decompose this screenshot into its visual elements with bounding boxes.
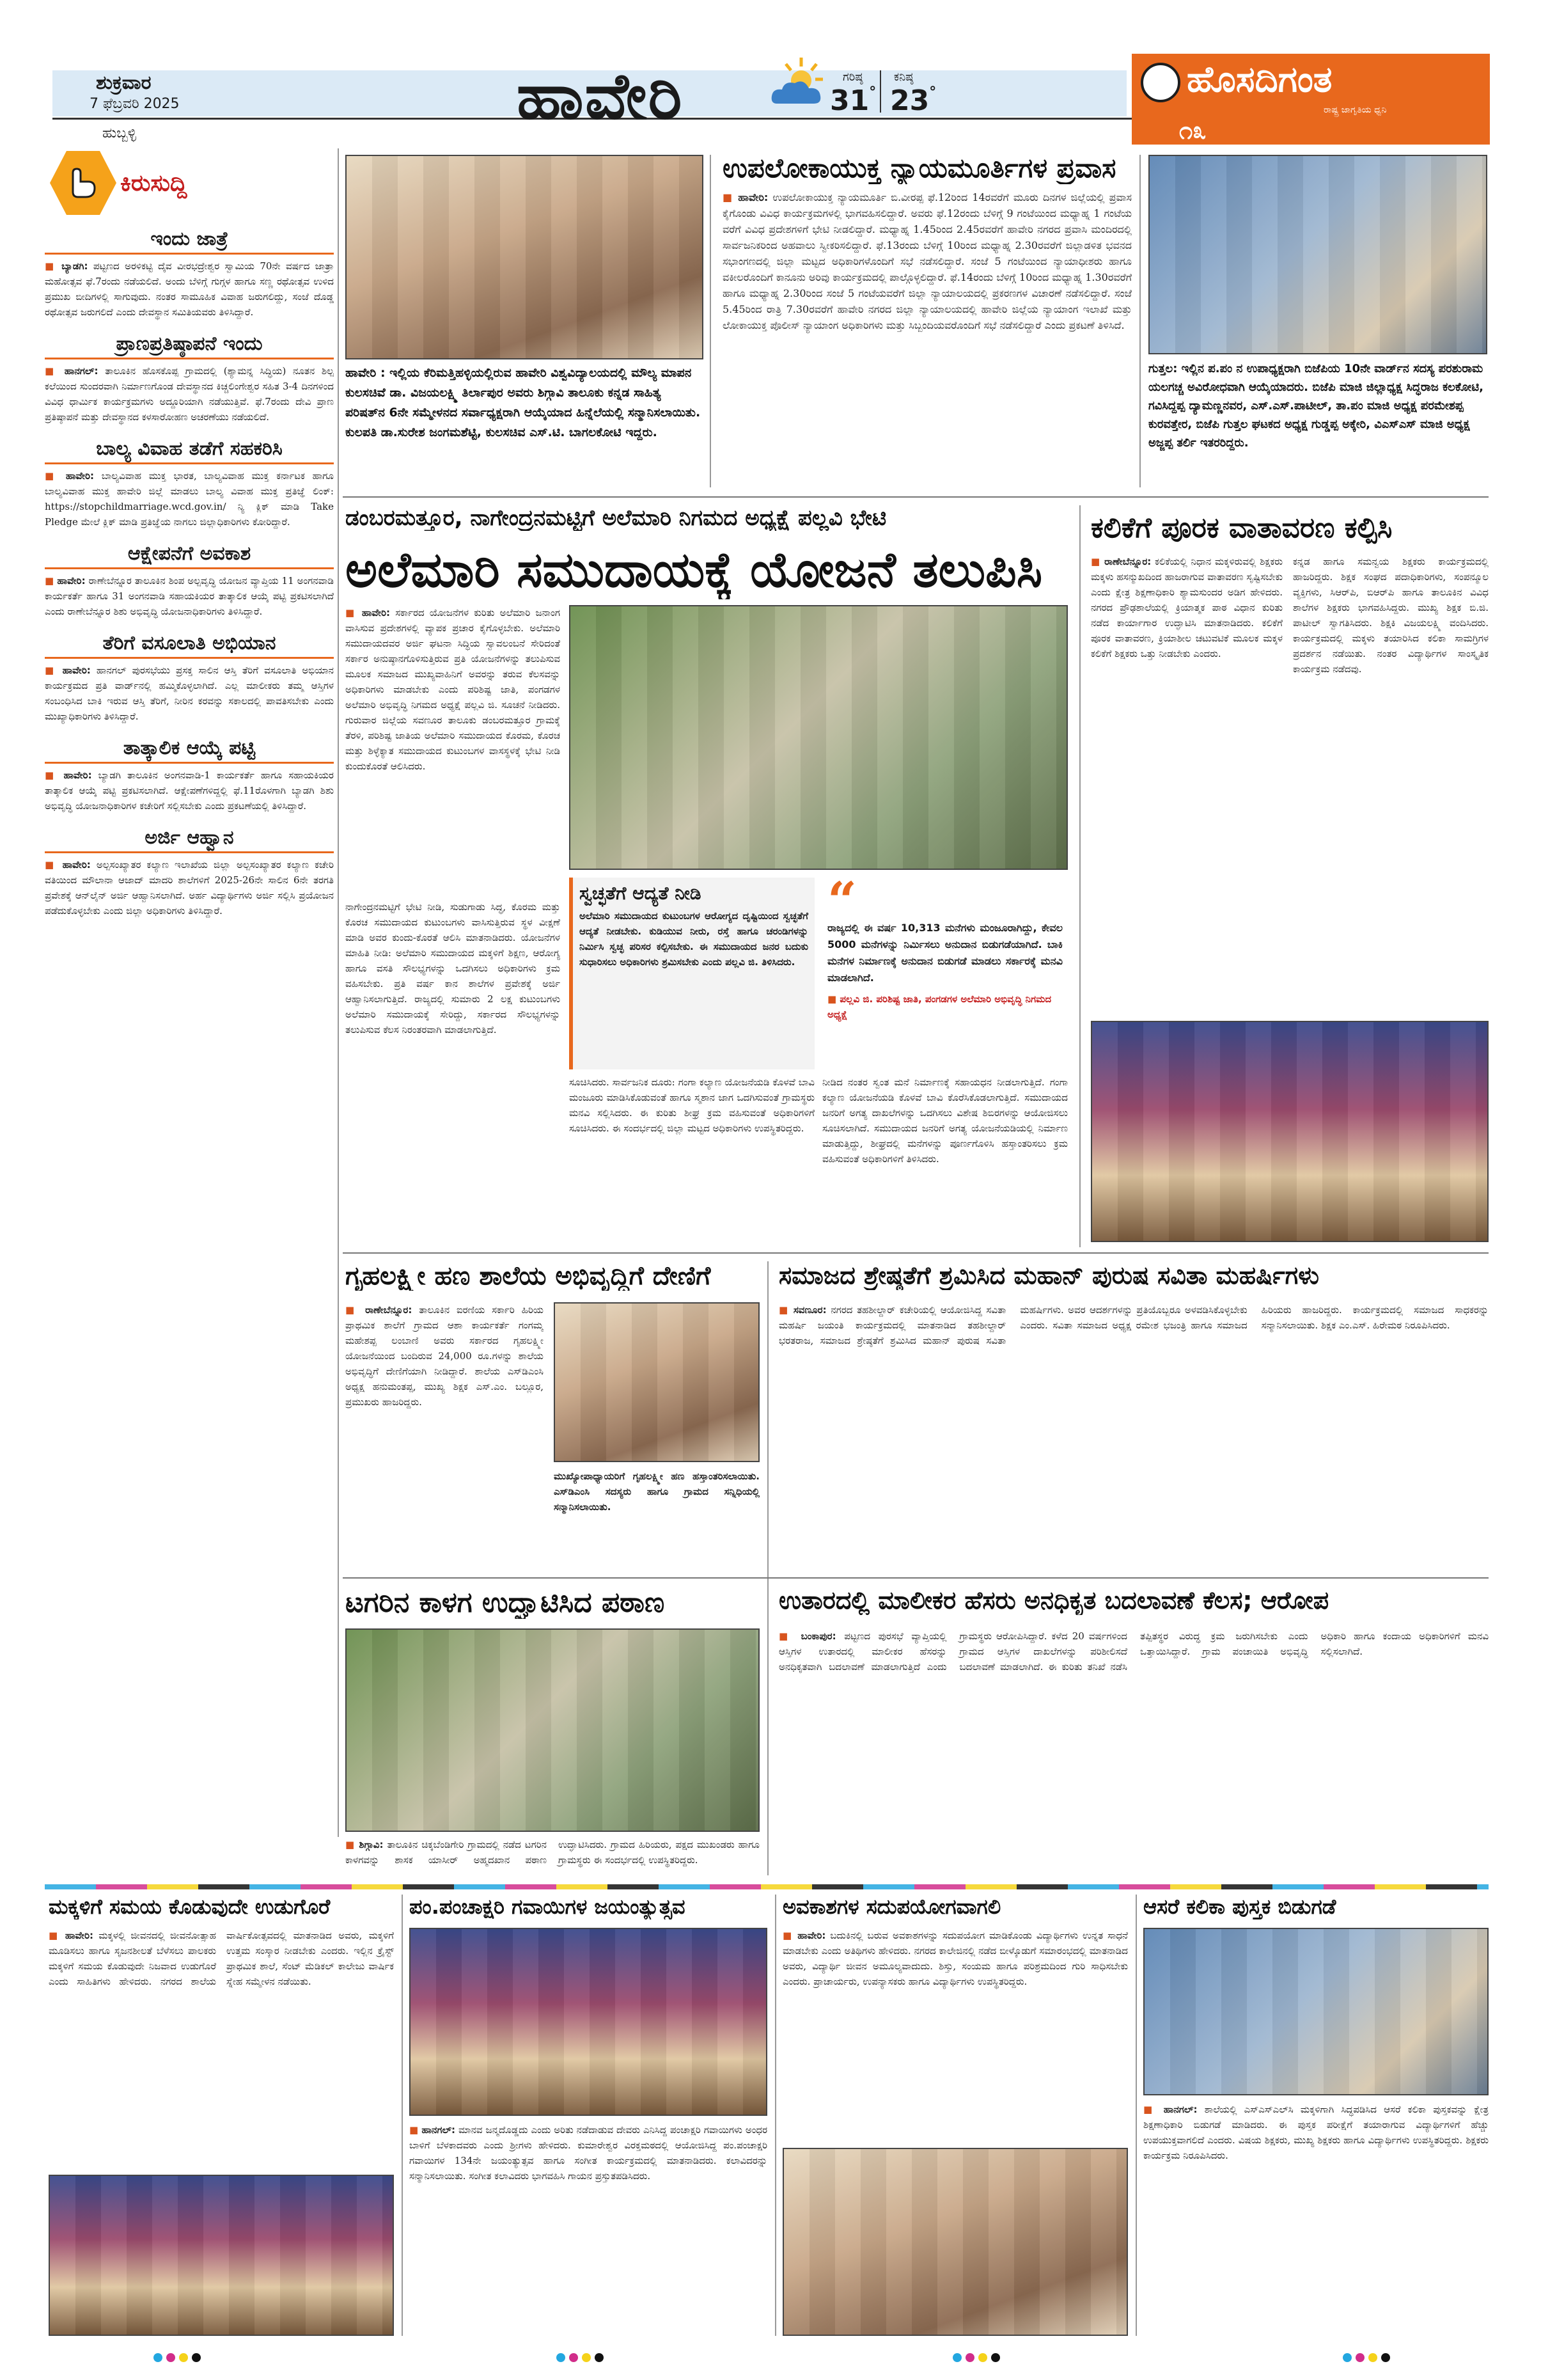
registration-dot [1343, 2353, 1352, 2362]
brief-item [45, 733, 334, 814]
paper-logo-emblem [1141, 63, 1180, 102]
min-temp-value: 23 [890, 84, 930, 117]
bullet-marker: ■ [345, 1304, 366, 1316]
dateline: ರಾಣೇಬೆನ್ನೂರ: [1104, 556, 1152, 567]
bottom-body-1 [49, 1928, 394, 2171]
weather-icon [764, 52, 834, 116]
story-text: ಶಾಲೆಯಲ್ಲಿ ಎಸ್ಎಸ್ಎಲ್‌ಸಿ ಮಕ್ಕಳಿಗಾಗಿ ಸಿದ್ಧಪಡಿಸಿದ ಆಸರೆ ಕಲಿಕಾ ಪುಸ್ತಕವನ್ನು ಕ್ಷೇತ್ರ ಶಿಕ್ಷಣಾಧಿಕಾರಿ ಬಿಡುಗಡೆ ಮಾಡಿದರು. ಈ ಪುಸ್ತಕ ಪರೀಕ್ಷೆಗೆ ತಯಾರಾಗುವ ವಿದ್ಯಾರ್ಥಿಗಳಿಗೆ ಹೆಚ್ಚು ಉಪಯುಕ್ತವಾಗಲಿದೆ ಎಂದರು. ವಿಷಯ ಶಿಕ್ಷಕರು, ಮುಖ್ಯ ಶಿಕ್ಷಕರು ಹಾಗೂ ವಿದ್ಯಾರ್ಥಿಗಳು ಉಪಸ್ಥಿತರಿದ್ದರು. ಶಿಕ್ಷಕರು ಕಾರ್ಯಕ್ರಮ ನಿರೂಪಿಸಿದರು. [1143, 2104, 1489, 2161]
paper-name: ಹೊಸದಿಗಂತ [1187, 59, 1333, 100]
story-text: ಮಾನವ ಜನ್ಮದೊಡ್ಡದು ಎಂದು ಅರಿತು ನಡೆದಾಡುವ ದೇವರು ಎನಿಸಿದ್ದ ಪಂಚಾಕ್ಷರಿ ಗವಾಯಿಗಳು ಅಂಧರ ಬಾಳಿಗೆ ಬೆಳಕಾದವರು ಎಂದು ಶ್ರೀಗಳು ಹೇಳಿದರು. ಕುಮಾರೇಶ್ವರ ವಿರಕ್ತಮಠದಲ್ಲಿ ಆಯೋಜಿಸಿದ್ದ ಪಂ.ಪಂಚಾಕ್ಷರಿ ಗವಾಯಿಗಳ 134ನೇ ಜಯಂತ್ಯುತ್ಸವ ಹಾಗೂ ಸಂಗೀತ ಕಾರ್ಯಕ್ರಮದಲ್ಲಿ ಮಾತನಾಡಿದರು. ಕಲಾವಿದರನ್ನು ಸನ್ಮಾನಿಸಲಾಯಿತು. ಸಂಗೀತ ಕಲಾವಿದರು ಭಾಗವಹಿಸಿ ಗಾಯನ ಪ್ರಸ್ತುತಪಡಿಸಿದರು. [409, 2124, 767, 2182]
column-divider [1079, 505, 1081, 1247]
bullet-marker: ■ [45, 365, 65, 377]
column-divider [402, 1895, 403, 2336]
dateline: ಹಾವೇರಿ: [57, 575, 86, 587]
bottom-top-rule [45, 1884, 1489, 1889]
row-divider [343, 496, 1489, 498]
photo-farewell [783, 2148, 1128, 2336]
brief-item [45, 329, 334, 425]
bullet-marker: ■ [723, 191, 739, 203]
bottom-headline-4: ಆಸರೆ ಕಲಿಕಾ ಪುಸ್ತಕ ಬಿಡುಗಡೆ [1143, 1895, 1336, 1919]
bullet-marker: ■ [45, 769, 64, 781]
brief-text: ಬಾಲ್ಯವಿವಾಹ ಮುಕ್ತ ಭಾರತ, ಬಾಲ್ಯವಿವಾಹ ಮುಕ್ತ ಕರ್ನಾಟಕ ಹಾಗೂ ಬಾಲ್ಯವಿವಾಹ ಮುಕ್ತ ಹಾವೇರಿ ಜಿಲ್ಲೆ ಮಾಡಲು ಬಾಲ್ಯ ವಿವಾಹ ಮುಕ್ತ ಪ್ರತಿಜ್ಞೆ ಲಿಂಕ್: https://stopchildmarriage.wcd.gov.in/ ನ್ಯಿ ಕ್ಲಿಕ್ ಮಾಡಿ Take Pledge ಮೇಲೆ ಕ್ಲಿಕ್ ಮಾಡಿ ಪ್ರತಿಜ್ಞೆಯ ನಾಗಲು ಜಿಲ್ಲಾಧಿಕಾರಿಗಳು ಕೋರಿದ್ದಾರೆ. [45, 470, 334, 528]
story-text: ಮಕ್ಕಳಲ್ಲಿ ಜೀವನದಲ್ಲಿ ಜೀವನೋತ್ಸಾಹ ಮೂಡಿಸಲು ಹಾಗೂ ಸೃಜನಶೀಲತೆ ಬೆಳೆಸಲು ಪಾಲಕರು ಮಕ್ಕಳಿಗೆ ಸಮಯ ಕೊಡುವುದೇ ನಿಜವಾದ ಉಡುಗೊರೆ ಎಂದು ಸಾಹಿತಿಗಳು ಹೇಳಿದರು. ನಗರದ ಶಾಲೆಯ ವಾರ್ಷಿಕೋತ್ಸವದಲ್ಲಿ ಮಾತನಾಡಿದ ಅವರು, ಮಕ್ಕಳಿಗೆ ಉತ್ತಮ ಸಂಸ್ಕಾರ ನೀಡಬೇಕು ಎಂದರು. ಇಲ್ಲಿನ ಕ್ರೈಸ್ಟ್ ಪ್ರಾಥಮಿಕ ಶಾಲೆ, ಸೆಂಟ್ ಮೆಡಿಕಲ್ ಕಾಲೇಜು ವಾರ್ಷಿಕ ಸ್ನೇಹ ಸಮ್ಮೇಳನ ನಡೆಯಿತು. [49, 1930, 394, 1987]
dateline: ಸವಣೂರ: [793, 1304, 827, 1316]
dateline: ಹಾವೇರಿ: [62, 859, 91, 871]
brief-text: ಅಲ್ಪಸಂಖ್ಯಾತರ ಕಲ್ಯಾಣ ಇಲಾಖೆಯ ಜಿಲ್ಲಾ ಅಲ್ಪಸಂಖ್ಯಾತರ ಕಲ್ಯಾಣ ಕಚೇರಿ ವತಿಯಿಂದ ಮೌಲಾನಾ ಆಜಾದ್ ಮಾದರಿ ಶಾಲೆಗಳಿಗೆ 2025-26ನೇ ಸಾಲಿನ 6ನೇ ತರಗತಿ ಪ್ರವೇಶಕ್ಕೆ ಆನ್‌ಲೈನ್ ಅರ್ಜಿ ಆಹ್ವಾನಿಸಲಾಗಿದೆ. ಅರ್ಹ ವಿದ್ಯಾರ್ಥಿಗಳು ಅರ್ಜಿ ಸಲ್ಲಿಸಿ ಪ್ರಯೋಜನ ಪಡೆದುಕೊಳ್ಳಬೇಕು ಎಂದು ಜಿಲ್ಲಾ ಅಧಿಕಾರಿಗಳು ತಿಳಿಸಿದ್ದಾರೆ. [45, 859, 334, 917]
bullet-marker: ■ [779, 1630, 801, 1642]
photo-felicitation [345, 155, 703, 359]
bullet-marker: ■ [345, 607, 362, 619]
bottom-body-3 [783, 1928, 1128, 2143]
brief-title: ಅರ್ಜಿ ಆಹ್ವಾನ [45, 823, 334, 853]
bullet-marker: ■ [409, 2124, 422, 2136]
column-divider [710, 155, 711, 487]
photo-workshop [1091, 1021, 1489, 1242]
brief-title: ಇಂದು ಜಾತ್ರೆ [45, 224, 334, 255]
bottom-headline-2: ಪಂ.ಪಂಚಾಕ್ಷರಿ ಗವಾಯಿಗಳ ಜಯಂತ್ಯುತ್ಸವ [409, 1895, 685, 1919]
dateline: ಬಂಕಾಪುರ: [801, 1630, 836, 1642]
temp-divider [880, 70, 881, 113]
lead-col4: ಸೂಚಿಸಿದರು. ಸಾರ್ವಜನಿಕ ದೂರು: ಗಂಗಾ ಕಲ್ಯಾಣ ಯೋಜನೆಯಡಿ ಕೊಳವೆ ಬಾವಿ ಮಂಜೂರು ಮಾಡಿಸಿಕೊಡುವಂತೆ ಹಾಗೂ ಸ್ಮಶಾನ ಜಾಗ ಒದಗಿಸುವಂತೆ ಗ್ರಾಮಸ್ಥರು ಮನವಿ ಸಲ್ಲಿಸಿದರು. ಈ ಕುರಿತು ಶೀಘ್ರ ಕ್ರಮ ವಹಿಸುವಂತೆ ಅಧಿಕಾರಿಗಳಿಗೆ ಸೂಚಿಸಿದರು. ಈ ಸಂದರ್ಭದಲ್ಲಿ ಜಿಲ್ಲಾ ಮಟ್ಟದ ಅಧಿಕಾರಿಗಳು ಉಪಸ್ಥಿತರಿದ್ದರು. [569, 1076, 815, 1134]
registration-marks [153, 2353, 201, 2362]
bullet-marker: ■ [49, 1930, 65, 1941]
bullet-marker: ■ [45, 859, 63, 871]
brief-item [45, 539, 334, 619]
quote-text: ರಾಜ್ಯದಲ್ಲಿ ಈ ವರ್ಷ 10,313 ಮನೆಗಳು ಮಂಜೂರಾಗಿದ್ದು, ಕೇವಲ 5000 ಮನೆಗಳನ್ನು ನಿರ್ಮಿಸಲು ಅನುದಾನ ಬಿಡುಗಡೆಯಾಗಿದೆ. ಬಾಕಿ ಮನೆಗಳ ನಿರ್ಮಾಣಕ್ಕೆ ಅನುದಾನ ಬಿಡುಗಡೆ ಮಾಡಲು ಸರ್ಕಾರಕ್ಕೆ ಮನವಿ ಮಾಡಲಾಗಿದೆ. [827, 922, 1063, 984]
story-text: ನಗರದ ತಹಶೀಲ್ದಾರ್ ಕಚೇರಿಯಲ್ಲಿ ಆಯೋಜಿಸಿದ್ದ ಸವಿತಾ ಮಹರ್ಷಿ ಜಯಂತಿ ಕಾರ್ಯಕ್ರಮದಲ್ಲಿ ಮಾತನಾಡಿದ ತಹಶೀಲ್ದಾರ್ ಭರತರಾಜ, ಸಮಾಜದ ಶ್ರೇಷ್ಠತೆಗೆ ಶ್ರಮಿಸಿದ ಮಹಾನ್ ಪುರುಷ ಸವಿತಾ ಮಹರ್ಷಿಗಳು. ಅವರ ಆದರ್ಶಗಳನ್ನು ಪ್ರತಿಯೊಬ್ಬರೂ ಅಳವಡಿಸಿಕೊಳ್ಳಬೇಕು ಎಂದರು. ಸವಿತಾ ಸಮಾಜದ ಅಧ್ಯಕ್ಷ ರಮೇಶ ಭಜಂತ್ರಿ ಹಾಗೂ ಸಮಾಜದ ಹಿರಿಯರು ಹಾಜರಿದ್ದರು. ಕಾರ್ಯಕ್ರಮದಲ್ಲಿ ಸಮಾಜದ ಸಾಧಕರನ್ನು ಸನ್ಮಾನಿಸಲಾಯಿತು. ಶಿಕ್ಷಕ ಎಂ.ಎಸ್. ಹಿರೇಮಠ ನಿರೂಪಿಸಿದರು. [779, 1304, 1489, 1346]
hand-icon [66, 165, 100, 201]
story-text: ಉಪಲೋಕಾಯುಕ್ತ ನ್ಯಾಯಮೂರ್ತಿ ಬಿ.ವೀರಪ್ಪ ಫೆ.12ರಿಂದ 14ರವರೆಗೆ ಮೂರು ದಿನಗಳ ಜಿಲ್ಲೆಯಲ್ಲಿ ಪ್ರವಾಸ ಕೈಗೊಂಡು ವಿವಿಧ ಕಾರ್ಯಕ್ರಮಗಳಲ್ಲಿ ಭಾಗವಹಿಸಲಿದ್ದಾರೆ. ಅವರು ಫೆ.12ರಂದು ಬೆಳಿಗ್ಗೆ 9 ಗಂಟೆಯಿಂದ ಮಧ್ಯಾಹ್ನ 1 ಗಂಟೆಯ ವರೆಗೆ ವಿವಿಧ ಪ್ರದೇಶಗಳಿಗೆ ಭೇಟಿ ನೀಡಲಿದ್ದಾರೆ. ಮಧ್ಯಾಹ್ನ 1.45ರಿಂದ 2.45ರವರೆಗೆ ಹಾವೇರಿ ನಗರದ ಪ್ರವಾಸಿ ಮಂದಿರದಲ್ಲಿ ಸಾರ್ವಜನಿಕರಿಂದ ಅಹವಾಲು ಸ್ವೀಕರಿಸಲಿದ್ದಾರೆ. ಫೆ.13ರಂದು ಬೆಳಿಗ್ಗೆ 10ರಿಂದ ಮಧ್ಯಾಹ್ನ 2.30ರವರೆಗೆ ಜಿಲ್ಲಾಡಳಿತ ಭವನದ ಸಭಾಂಗಣದಲ್ಲಿ ಜಿಲ್ಲಾ ಮಟ್ಟದ ಅಧಿಕಾರಿಗಳೊಂದಿಗೆ ಸಭೆ ನಡೆಸಲಿದ್ದಾರೆ. ಸಂಜೆ 5 ಗಂಟೆಯಿಂದ ನ್ಯಾಯಾಧೀಶರು ಹಾಗೂ ವಕೀಲರೊಂದಿಗೆ ಕಾನೂನು ಅರಿವು ಕಾರ್ಯಕ್ರಮದಲ್ಲಿ ಪಾಲ್ಗೊಳ್ಳಲಿದ್ದಾರೆ. ಫೆ.14ರಂದು ಬೆಳಿಗ್ಗೆ 10ರಿಂದ ಮಧ್ಯಾಹ್ನ 1.30ರವರೆಗೆ ಹಾಗೂ ಮಧ್ಯಾಹ್ನ 2.30ರಿಂದ ಸಂಜೆ 5 ಗಂಟೆಯವರೆಗೆ ಜಿಲ್ಲಾ ನ್ಯಾಯಾಲಯದಲ್ಲಿ ಪ್ರಕರಣಗಳ ವಿಚಾರಣೆ ನಡೆಸಲಿದ್ದಾರೆ. ಸಂಜೆ 5.45ರಿಂದ ರಾತ್ರಿ 7.30ರವರೆಗೆ ಹಾವೇರಿ ನಗರದ ಜಿಲ್ಲಾ ನ್ಯಾಯಾಲಯದಲ್ಲಿ ಹಾವೇರಿ ಜಿಲ್ಲೆಯ ನ್ಯಾಯಾಂಗ ಇಲಾಖೆ ಮತ್ತು ಲೋಕಾಯುಕ್ತ ಪೊಲೀಸ್ ನ್ಯಾಯಾಂಗ ಅಧಿಕಾರಿಗಳು ಮತ್ತು ಸಿಬ್ಬಂದಿಯವರೊಂದಿಗೆ ಸಭೆ ನಡೆಸಲಿದ್ದಾರೆ ಎಂದು ಪ್ರಕಟಣೆ ತಿಳಿಸಿದೆ. [723, 191, 1132, 331]
page-number: ೧೩ [1179, 116, 1207, 145]
min-temp-label: ಕನಿಷ್ಠ [894, 70, 914, 84]
registration-dot [595, 2353, 604, 2362]
story-text: ತಾಲೂಕಿನ ಚಿಕ್ಕಬೆಂಡಿಗೇರಿ ಗ್ರಾಮದಲ್ಲಿ ನಡೆದ ಟಗರಿನ ಕಾಳಗವನ್ನು ಶಾಸಕ ಯಾಸೀರ್ ಅಹ್ಮದಖಾನ ಪಠಾಣ ಉದ್ಘಾಟಿಸಿದರು. ಗ್ರಾಮದ ಹಿರಿಯರು, ಪಕ್ಷದ ಮುಖಂಡರು ಹಾಗೂ ಗ್ರಾಮಸ್ಥರು ಈ ಸಂದರ್ಭದಲ್ಲಿ ಉಪಸ್ಥಿತರಿದ್ದರು. [345, 1839, 760, 1866]
story-text: ಬದುಕಿನಲ್ಲಿ ಬರುವ ಅವಕಾಶಗಳನ್ನು ಸದುಪಯೋಗ ಮಾಡಿಕೊಂಡು ವಿದ್ಯಾರ್ಥಿಗಳು ಉನ್ನತ ಸಾಧನೆ ಮಾಡಬೇಕು ಎಂದು ಅತಿಥಿಗಳು ಹೇಳಿದರು. ನಗರದ ಕಾಲೇಜಿನಲ್ಲಿ ನಡೆದ ಬೀಳ್ಕೊಡುಗೆ ಸಮಾರಂಭದಲ್ಲಿ ಮಾತನಾಡಿದ ಅವರು, ವಿದ್ಯಾರ್ಥಿ ಜೀವನ ಅಮೂಲ್ಯವಾದುದು. ಶಿಸ್ತು, ಸಂಯಮ ಹಾಗೂ ಪರಿಶ್ರಮದಿಂದ ಗುರಿ ಸಾಧಿಸಬೇಕು ಎಂದರು. ಪ್ರಾಚಾರ್ಯರು, ಉಪನ್ಯಾಸಕರು ಹಾಗೂ ವಿದ್ಯಾರ್ಥಿಗಳು ಉಪಸ್ಥಿತರಿದ್ದರು. [783, 1930, 1128, 1987]
brief-body [45, 573, 334, 619]
caption-felicitation: ಹಾವೇರಿ : ಇಲ್ಲಿಯ ಕೆರಿಮತ್ತಿಹಳ್ಳಿಯಲ್ಲಿರುವ ಹಾವೇರಿ ವಿಶ್ವವಿದ್ಯಾಲಯದಲ್ಲಿ ಮೌಲ್ಯ ಮಾಪನ ಕುಲಸಚಿವೆ ಡಾ. ವಿಜಯಲಕ್ಷ್ಮಿ ತಿರ್ಲಾಪುರ ಅವರು ಶಿಗ್ಗಾವಿ ತಾಲೂಕು ಕನ್ನಡ ಸಾಹಿತ್ಯ ಪರಿಷತ್‌ನ 6ನೇ ಸಮ್ಮೇಳನದ ಸರ್ವಾಧ್ಯಕ್ಷರಾಗಿ ಆಯ್ಕೆಯಾದ ಹಿನ್ನೆಲೆಯಲ್ಲಿ ಸನ್ಮಾನಿಸಲಾಯಿತು. ಕುಲಪತಿ ಡಾ.ಸುರೇಶ ಜಂಗಮಶೆಟ್ಟಿ, ಕುಲಸಚಿವ ಎಸ್.ಟಿ. ಬಾಗಲಕೋಟಿ ಇದ್ದರು. [345, 366, 701, 439]
registration-dot [953, 2353, 962, 2362]
learning-headline: ಕಲಿಕೆಗೆ ಪೂರಕ ವಾತಾವರಣ ಕಲ್ಪಿಸಿ [1091, 512, 1393, 544]
brief-item [45, 224, 334, 320]
photo-guttal-election [1148, 155, 1487, 354]
lokayukta-body [723, 189, 1132, 490]
utara-headline: ಉತಾರದಲ್ಲಿ ಮಾಲೀಕರ ಹೆಸರು ಅನಧಿಕೃತ ಬದಲಾವಣೆ ಕೆಲಸ; ಆರೋಪ [779, 1586, 1329, 1614]
learning-col1 [1091, 554, 1283, 1014]
registration-dot [582, 2353, 591, 2362]
brief-text: ಪಟ್ಟಣದ ಅರಳಿಕಟ್ಟಿ ದೈವ ವೀರಭದ್ರೇಶ್ವರ ಸ್ವಾಮಿಯ 70ನೇ ವರ್ಷದ ಜಾತ್ರಾ ಮಹೋತ್ಸವ ಫೆ.7ರಂದು ನಡೆಯಲಿದೆ. ಅಂದು ಬೆಳಿಗ್ಗೆ ಗುಗ್ಗಳ ಹಾಗೂ ಸಣ್ಣ ರಥೋತ್ಸವ ಉಳಿದ ಪ್ರಮುಖ ಬೀದಿಗಳಲ್ಲಿ ಸಾಗುವುದು. ನಂತರ ಸಾಮೂಹಿಕ ವಿವಾಹ ಜರುಗಲಿದ್ದು, ಸಂಜೆ ದೊಡ್ಡ ರಥೋತ್ಸವ ಜರುಗಲಿದೆ ಎಂದು ದೇವಸ್ಥಾನ ಸಮಿತಿಯವರು ತಿಳಿಸಿದ್ದಾರೆ. [45, 260, 334, 318]
dateline: ಶಿಗ್ಗಾವಿ: [359, 1839, 384, 1850]
savitha-headline: ಸಮಾಜದ ಶ್ರೇಷ್ಠತೆಗೆ ಶ್ರಮಿಸಿದ ಮಹಾನ್ ಪುರುಷ ಸವಿತಾ ಮಹರ್ಷಿಗಳು [779, 1261, 1319, 1289]
registration-dot [179, 2353, 188, 2362]
bullet-marker: ■ [45, 575, 58, 587]
bottom-body-2 [409, 2122, 767, 2336]
lead-col3: ನೀಡಿದ ನಂತರ ಸ್ವಂತ ಮನೆ ನಿರ್ಮಾಣಕ್ಕೆ ಸಹಾಯಧನ ನೀಡಲಾಗುತ್ತಿದೆ. ಗಂಗಾ ಕಲ್ಯಾಣ ಯೋಜನೆಯಡಿ ಕೊಳವೆ ಬಾವಿ ಕೊರೆಸಿಕೊಡಲಾಗುತ್ತಿದೆ. ಸಮುದಾಯದ ಜನರಿಗೆ ಅಗತ್ಯ ದಾಖಲೆಗಳನ್ನು ಒದಗಿಸಲು ವಿಶೇಷ ಶಿಬಿರಗಳನ್ನು ಆಯೋಜಿಸಲು ಸೂಚಿಸಲಾಗಿದೆ. ಸಮುದಾಯದ ಜನರಿಗೆ ಅಗತ್ಯ ಯೋಜನೆಯಡಿಯಲ್ಲಿ ನಿರ್ಮಾಣ ಮಾಡುತ್ತಿದ್ದು, ಶೀಘ್ರದಲ್ಲಿ ಮನೆಗಳನ್ನು ಪೂರ್ಣಗೊಳಿಸಿ ಹಸ್ತಾಂತರಿಸಲು ಕ್ರಮ ವಹಿಸುವಂತೆ ಅಧಿಕಾರಿಗಳಿಗೆ ತಿಳಿಸಿದರು. [822, 1076, 1068, 1165]
bullet-marker: ■ [45, 665, 63, 676]
paper-logo-box [1132, 54, 1490, 145]
cleanliness-box-title: ಸ್ವಚ್ಛತೆಗೆ ಆದ್ಯತೆ ನೀಡಿ [579, 883, 701, 904]
bottom-body-4 [1143, 2102, 1489, 2336]
dateline: ಹಾನಗಲ್: [421, 2124, 456, 2136]
registration-dot [166, 2353, 175, 2362]
brief-item [45, 628, 334, 724]
bullet-marker: ■ [1091, 556, 1105, 567]
city-title: ಹಾವೇರಿ [517, 59, 684, 134]
brief-text: ರಾಣೇಬೆನ್ನೂರ ತಾಲೂಕಿನ ಶಿಂಪ ಅಲ್ಪವೃದ್ಧಿ ಯೋಜನ ವ್ಯಾಪ್ತಿಯ 11 ಅಂಗನವಾಡಿ ಕಾರ್ಯಕರ್ತೆ ಹಾಗೂ 31 ಅಂಗನವಾಡಿ ಸಹಾಯಕಿಯರ ತಾತ್ಕಾಲಿಕ ಆಯ್ಕೆ ಪಟ್ಟಿ ಪ್ರಕಟಿಸಲಾಗಿದೆ ಎಂದು ರಾಣೇಬೆನ್ನೂರ ಶಿಶು ಅಭಿವೃದ್ಧಿ ಯೋಜನಾಧಿಕಾರಿಗಳು ತಿಳಿಸಿದ್ದಾರೆ. [45, 575, 334, 617]
registration-dot [556, 2353, 565, 2362]
column-divider [775, 1895, 776, 2336]
cleanliness-box [569, 878, 815, 1069]
bottom-headline-1: ಮಕ್ಕಳಿಗೆ ಸಮಯ ಕೊಡುವುದೇ ಉಡುಗೊರೆ [49, 1895, 331, 1919]
bullet-marker: ■ [783, 1930, 798, 1941]
registration-marks [556, 2353, 604, 2362]
dateline: ಹಾವೇರಿ: [65, 1930, 94, 1941]
brief-text: ಬ್ಯಾಡಗಿ ತಾಲೂಕಿನ ಅಂಗನವಾಡಿ-1 ಕಾರ್ಯಕರ್ತೆ ಹಾಗೂ ಸಹಾಯಕಿಯರ ತಾತ್ಕಾಲಿಕ ಆಯ್ಕೆ ಪಟ್ಟಿ ಪ್ರಕಟಿಸಲಾಗಿದೆ. ಆಕ್ಷೇಪಣೆಗಳಿದ್ದಲ್ಲಿ ಫೆ.11ರೊಳಗಾಗಿ ಬ್ಯಾಡಗಿ ಶಿಶು ಅಭಿವೃದ್ಧಿ ಯೋಜನಾಧಿಕಾರಿಗಳ ಕಚೇರಿಗೆ ಸಲ್ಲಿಸಬೇಕು ಎಂದು ಪ್ರಕಟಣೆಯಲ್ಲಿ ತಿಳಿಸಿದ್ದಾರೆ. [45, 769, 334, 812]
brief-body [45, 857, 334, 918]
dateline: ಬ್ಯಾಡಗಿ: [61, 260, 88, 272]
brief-item [45, 823, 334, 918]
column-divider [338, 148, 339, 1837]
registration-dot [991, 2353, 1000, 2362]
story-text: ಪಟ್ಟಣದ ಪುರಸಭೆ ವ್ಯಾಪ್ತಿಯಲ್ಲಿ ಆಸ್ತಿಗಳ ಉತಾರದಲ್ಲಿ ಮಾಲೀಕರ ಹೆಸರನ್ನು ಅನಧಿಕೃತವಾಗಿ ಬದಲಾವಣೆ ಮಾಡಲಾಗುತ್ತಿದೆ ಎಂದು ಗ್ರಾಮಸ್ಥರು ಆರೋಪಿಸಿದ್ದಾರೆ. ಕಳೆದ 20 ವರ್ಷಗಳಿಂದ ಗ್ರಾಮದ ಆಸ್ತಿಗಳ ದಾಖಲೆಗಳನ್ನು ಪರಿಶೀಲಿಸದೆ ಬದಲಾವಣೆ ಮಾಡಲಾಗಿದೆ. ಈ ಕುರಿತು ತನಿಖೆ ನಡೆಸಿ ತಪ್ಪಿತಸ್ಥರ ವಿರುದ್ಧ ಕ್ರಮ ಜರುಗಿಸಬೇಕು ಎಂದು ಒತ್ತಾಯಿಸಿದ್ದಾರೆ. ಗ್ರಾಮ ಪಂಚಾಯಿತಿ ಅಭಿವೃದ್ಧಿ ಅಧಿಕಾರಿ ಹಾಗೂ ಕಂದಾಯ ಅಧಿಕಾರಿಗಳಿಗೆ ಮನವಿ ಸಲ್ಲಿಸಲಾಗಿದೆ. [779, 1630, 1489, 1673]
utara-body [779, 1628, 1489, 1878]
photo-gavayi-jayanti [409, 1928, 767, 2116]
quote-box [822, 871, 1068, 1069]
story-text: ಸರ್ಕಾರದ ಯೋಜನೆಗಳ ಕುರಿತು ಅಲೆಮಾರಿ ಜನಾಂಗ ವಾಸಿಸುವ ಪ್ರದೇಶಗಳಲ್ಲಿ ವ್ಯಾಪಕ ಪ್ರಚಾರ ಕೈಗೊಳ್ಳಬೇಕು. ಅಲೆಮಾರಿ ಸಮುದಾಯದವರ ಅರ್ಜಿ ಘಟನಾ ಸಿದ್ಧಿಯ ಸ್ವಾವಲಂಬನೆ ಸೇರಿದಂತೆ ಸರ್ಕಾರ ಅನುಷ್ಠಾನಗೊಳಿಸುತ್ತಿರುವ ಪ್ರತಿ ಯೋಜನೆಗಳನ್ನು ತಲುಪಿಸುವ ಮೂಲಕ ಸಮಾಜದ ಮುಖ್ಯವಾಹಿನಿಗೆ ಅವರನ್ನು ತರುವ ಕೆಲಸವನ್ನು ಅಧಿಕಾರಿಗಳು ಮಾಡಬೇಕು ಎಂದು ಪರಿಶಿಷ್ಟ ಜಾತಿ, ಪಂಗಡಗಳ ಅಲೆಮಾರಿ ಅಭಿವೃದ್ಧಿ ನಿಗಮದ ಅಧ್ಯಕ್ಷೆ ಪಲ್ಲವಿ ಜಿ. ಸೂಚನೆ ನೀಡಿದರು. ಗುರುವಾರ ಜಿಲ್ಲೆಯ ಸವಣೂರ ತಾಲೂಕು ಡಂಬರಮತ್ತೂರ ಗ್ರಾಮಕ್ಕೆ ತೆರಳಿ, ಪರಿಶಿಷ್ಟ ಜಾತಿಯ ಅಲೆಮಾರಿ ಸಮುದಾಯದ ಕೊರಮ, ಕೊರಚ ಮತ್ತು ಶಿಳ್ಳೆಕ್ಯಾತ ಸಮುದಾಯದ ಕುಟುಂಬಗಳ ವಾಸಸ್ಥಳಕ್ಕೆ ಭೇಟಿ ನೀಡಿ ಕುಂದುಕೊರತೆ ಆಲಿಸಿದರು. [345, 607, 560, 772]
brief-body [45, 663, 334, 724]
briefs-list [45, 224, 334, 1848]
max-temp-label: ಗರಿಷ್ಠ [843, 70, 863, 84]
brief-title: ತಾತ್ಕಾಲಿಕ ಆಯ್ಕೆ ಪಟ್ಟಿ [45, 733, 334, 764]
tagar-body [345, 1837, 760, 1875]
bottom-headline-3: ಅವಕಾಶಗಳ ಸದುಪಯೋಗವಾಗಲಿ [783, 1895, 1001, 1919]
savitha-body [779, 1302, 1489, 1571]
photo-book-release [1143, 1928, 1489, 2095]
dateline: ಹಾವೇರಿ: [738, 191, 769, 203]
max-temp [830, 84, 876, 117]
bullet-marker: ■ [45, 470, 66, 482]
bullet-marker: ■ [827, 993, 840, 1005]
brief-text: ತಾಲೂಕಿನ ಹೊಸಕೊಪ್ಪ ಗ್ರಾಮದಲ್ಲಿ (ಶ್ಯಾಮನ್ನ ಸಿದ್ಧಿಯ) ನೂತನ ಶಿಲ್ಪ ಕಲೆಯಿಂದ ಸುಂದರವಾಗಿ ನಿರ್ಮಾಣಗೊಂಡ ದೇವಸ್ಥಾನದ ಕಿಚ್ಚಲಿಂಗೇಶ್ವರ ಸಹಿತ 3-4 ದಿನಗಳಿಂದ ವಿವಿಧ ಧಾರ್ಮಿಕ ಕಾರ್ಯಕ್ರಮಗಳು ಅದ್ದೂರಿಯಾಗಿ ನಡೆಯುತ್ತಿವೆ. ಫೆ.7ರಂದು ದೇವಿ ಪ್ರಾಣ ಪ್ರತಿಷ್ಠಾಪನೆ ಮತ್ತು ದೇವಸ್ಥಾನದ ಕಳಸಾರೋಹಣ ಅಚರಣೆಯು ನಡೆಯಲಿದೆ. [45, 365, 334, 423]
row-divider [343, 1252, 1489, 1254]
brief-title: ಬಾಲ್ಯ ವಿವಾಹ ತಡೆಗೆ ಸಹಕರಿಸಿ [45, 434, 334, 464]
photo-ribbon-cutting [345, 1628, 760, 1832]
dateline: ಹಾನಗಲ್: [1163, 2104, 1198, 2115]
grihalakshmi-headline: ಗೃಹಲಕ್ಷ್ಮೀ ಹಣ ಶಾಲೆಯ ಅಭಿವೃದ್ಧಿಗೆ ದೇಣಿಗೆ [345, 1261, 711, 1291]
registration-marks [953, 2353, 1000, 2362]
photo-alemari-visit [569, 605, 1068, 870]
dateline: ಹಾವೇರಿ: [62, 665, 91, 676]
registration-dot [153, 2353, 162, 2362]
registration-dot [569, 2353, 578, 2362]
grihalakshmi-body [345, 1302, 544, 1571]
grihalakshmi-caption: ಮುಖ್ಯೋಪಾಧ್ಯಾಯರಿಗೆ ಗೃಹಲಕ್ಷ್ಮೀ ಹಣ ಹಸ್ತಾಂತರಿಸಲಾಯಿತು. ಎಸ್‌ಡಿಎಂಸಿ ಸದಸ್ಯರು ಹಾಗೂ ಗ್ರಾಮದ ಸನ್ನಿಧಿಯಲ್ಲಿ ಸನ್ಮಾನಿಸಲಾಯಿತು. [554, 1470, 760, 1513]
quote-mark-icon: “ [827, 871, 857, 931]
quote-author [827, 991, 1063, 1022]
paper-tagline: ರಾಷ್ಟ್ರ ಜಾಗೃತಿಯ ಧ್ವನಿ [1324, 105, 1387, 115]
photo-annual-day [49, 2175, 394, 2336]
brief-title: ತೆರಿಗೆ ವಸೂಲಾತಿ ಅಭಿಯಾನ [45, 628, 334, 659]
caption-guttal-election: ಗುತ್ತಲ: ಇಲ್ಲಿನ ಪ.ಪಂ ನ ಉಪಾಧ್ಯಕ್ಷರಾಗಿ ಬಿಜೆಪಿಯ 10ನೇ ವಾರ್ಡ್‌ನ ಸದಸ್ಯ ಪರಶುರಾಮ ಯಲಗಚ್ಚ ಅವಿರೋಧವಾಗಿ ಆಯ್ಕೆಯಾದರು. ಬಿಜೆಪಿ ಮಾಜಿ ಜಿಲ್ಲಾಧ್ಯಕ್ಷ ಸಿದ್ಧರಾಜ ಕಲಕೋಟಿ, ಗವಿಸಿದ್ದಪ್ಪ ದ್ಯಾಮಣ್ಣನವರ, ಎಸ್.ಎಸ್.ಪಾಟೀಲ್, ತಾ.ಪಂ ಮಾಜಿ ಅಧ್ಯಕ್ಷ ಪರಮೇಶಪ್ಪ ಕುರವತ್ತೇರ, ಬಿಜೆಪಿ ಗುತ್ತಲ ಘಟಕದ ಅಧ್ಯಕ್ಷ ಗುಡ್ಡಪ್ಪ ಅಕ್ಕೇರಿ, ವಿಎಸ್ಎಸ್ ಮಾಜಿ ಅಧ್ಯಕ್ಷ ಅಜ್ಜಪ್ಪ ತರ್ಲಿ ಇತರರಿದ್ದರು. [1148, 362, 1483, 450]
dateline: ಹಾವೇರಿ: [63, 769, 92, 781]
brief-title: ಪ್ರಾಣಪ್ರತಿಷ್ಠಾಪನೆ ಇಂದು [45, 329, 334, 359]
brief-body [45, 363, 334, 425]
lead-headline: ಅಲೆಮಾರಿ ಸಮುದಾಯಕ್ಕೆ ಯೋಜನೆ ತಲುಪಿಸಿ [345, 541, 1043, 598]
story-text: ಕಲಿಕೆಯಲ್ಲಿ ನಿಧಾನ ಮಕ್ಕಳಿರುವಲ್ಲಿ ಶಿಕ್ಷಕರು ಮಕ್ಕಳು ಹಸನ್ಮುಖದಿಂದ ಹಾಜರಾಗುವ ವಾತಾವರಣ ಸೃಷ್ಟಿಸಬೇಕು ಎಂದು ಕ್ಷೇತ್ರ ಶಿಕ್ಷಣಾಧಿಕಾರಿ ಶ್ಯಾಮಸುಂದರ ಅಡಿಗ ಹೇಳಿದರು. ನಗರದ ಪ್ರೌಢಶಾಲೆಯಲ್ಲಿ ಕ್ರಿಯಾತ್ಮಕ ಪಾಠ ವಿಧಾನ ಕುರಿತು ನಡೆದ ಕಾರ್ಯಾಗಾರ ಉದ್ಘಾಟಿಸಿ ಮಾತನಾಡಿದರು. ಕಲಿಕೆಗೆ ಪೂರಕ ವಾತಾವರಣ, ಕ್ರಿಯಾಶೀಲ ಚಟುವಟಿಕೆ ಮೂಲಕ ಮಕ್ಕಳ ಕಲಿಕೆಗೆ ಶಿಕ್ಷಕರು ಒತ್ತು ನೀಡಬೇಕು ಎಂದರು. [1091, 556, 1283, 659]
brief-body [45, 768, 334, 814]
registration-dot [192, 2353, 201, 2362]
min-temp [890, 84, 936, 117]
registration-dot [1381, 2353, 1390, 2362]
bullet-marker: ■ [1143, 2104, 1164, 2115]
briefs-logo-badge [50, 151, 116, 215]
dateline: ಹಾವೇರಿ: [361, 607, 390, 619]
bullet-marker: ■ [345, 1839, 359, 1850]
lead-col2: ನಾಗೇಂದ್ರನಮಟ್ಟಿಗೆ ಭೇಟಿ ನೀಡಿ, ಸುಡುಗಾಡು ಸಿದ್ಧ, ಕೊರಮ ಮತ್ತು ಕೊರಚ ಸಮುದಾಯದ ಕುಟುಂಬಗಳು ವಾಸಿಸುತ್ತಿರುವ ಸ್ಥಳ ವೀಕ್ಷಣೆ ಮಾಡಿ ಅವರ ಕುಂದು-ಕೊರತೆ ಆಲಿಸಿ ಮಾತನಾಡಿದರು. ಯೋಜನೆಗಳ ಮಾಹಿತಿ ನೀಡಿ: ಅಲೆಮಾರಿ ಸಮುದಾಯದ ಮಕ್ಕಳಿಗೆ ಶಿಕ್ಷಣ, ಆರೋಗ್ಯ ಹಾಗೂ ವಸತಿ ಸೌಲಭ್ಯಗಳನ್ನು ಒದಗಿಸಲು ಅಧಿಕಾರಿಗಳು ಕ್ರಮ ವಹಿಸಬೇಕು. ಪ್ರತಿ ವರ್ಷ ಕಾನ ಶಾಲೆಗಳ ಪ್ರವೇಶಕ್ಕೆ ಅರ್ಜಿ ಆಹ್ವಾನಿಸಲಾಗುತ್ತಿದೆ. ರಾಜ್ಯದಲ್ಲಿ ಸುಮಾರು 2 ಲಕ್ಷ ಕುಟುಂಬಗಳು ಅಲೆಮಾರಿ ಸಮುದಾಯಕ್ಕೆ ಸೇರಿದ್ದು, ಸರ್ಕಾರದ ಸೌಲಭ್ಯಗಳನ್ನು ತಲುಪಿಸುವ ಕೆಲಸ ನಿರಂತರವಾಗಿ ಮಾಡಲಾಗುತ್ತಿದೆ. [345, 901, 560, 1036]
cleanliness-box-text: ಅಲೆಮಾರಿ ಸಮುದಾಯದ ಕುಟುಂಬಗಳ ಆರೋಗ್ಯದ ದೃಷ್ಟಿಯಿಂದ ಸ್ವಚ್ಛತೆಗೆ ಆದ್ಯತೆ ನೀಡಬೇಕು. ಕುಡಿಯುವ ನೀರು, ರಸ್ತೆ ಹಾಗೂ ಚರಂಡಿಗಳನ್ನು ನಿರ್ಮಿಸಿ ಸ್ವಚ್ಛ ಪರಿಸರ ಕಲ್ಪಿಸಬೇಕು. ಈ ಸಮುದಾಯದ ಜನರ ಬದುಕು ಸುಧಾರಿಸಲು ಅಧಿಕಾರಿಗಳು ಶ್ರಮಿಸಬೇಕು ಎಂದು ಪಲ್ಲವಿ ಜಿ. ತಿಳಿಸಿದರು. [579, 910, 808, 968]
dateline: ಹಾನಗಲ್: [64, 365, 98, 377]
story-text: ತಾಲೂಕಿನ ಐರಣಿಯ ಸರ್ಕಾರಿ ಹಿರಿಯ ಪ್ರಾಥಮಿಕ ಶಾಲೆಗೆ ಗ್ರಾಮದ ಆಶಾ ಕಾರ್ಯಕರ್ತೆ ಗಂಗಮ್ಮ ಮಹೇಶಪ್ಪ ಲಂಬಾಣಿ ಅವರು ಸರ್ಕಾರದ ಗೃಹಲಕ್ಷ್ಮೀ ಯೋಜನೆಯಿಂದ ಬಂದಿರುವ 24,000 ರೂ.ಗಳನ್ನು ಶಾಲೆಯ ಅಭಿವೃದ್ಧಿಗೆ ದೇಣಿಗೆಯಾಗಿ ನೀಡಿದ್ದಾರೆ. ಶಾಲೆಯ ಎಸ್‌ಡಿಎಂಸಿ ಅಧ್ಯಕ್ಷ ಹನುಮಂತಪ್ಪ, ಮುಖ್ಯ ಶಿಕ್ಷಕ ಎಸ್.ಎಂ. ಬಲ್ಲೂರ, ಪ್ರಮುಖರು ಹಾಜರಿದ್ದರು. [345, 1304, 544, 1408]
degree-symbol: ° [869, 84, 877, 100]
column-divider [767, 1261, 769, 1875]
issue-edition: ಹುಬ್ಬಳ್ಳಿ [102, 125, 137, 141]
brief-item [45, 434, 334, 530]
quote-author-name: ಪಲ್ಲವಿ ಜಿ. ಪರಿಶಿಷ್ಟ ಜಾತಿ, ಪಂಗಡಗಳ ಅಲೆಮಾರಿ ಅಭಿವೃದ್ಧಿ ನಿಗಮದ ಅಧ್ಯಕ್ಷೆ [827, 993, 1052, 1020]
row-divider [343, 1577, 1489, 1579]
issue-date: 7 ಫೆಬ್ರವರಿ 2025 [90, 96, 180, 112]
brief-body [45, 468, 334, 530]
brief-body [45, 258, 334, 320]
dateline: ರಾಣೇಬೆನ್ನೂರ: [365, 1304, 412, 1316]
photo-donation [554, 1302, 760, 1462]
brief-text: ಹಾನಗಲ್ ಪುರಸಭೆಯು ಪ್ರಸಕ್ತ ಸಾಲಿನ ಆಸ್ತಿ ತೆರಿಗೆ ವಸೂಲಾತಿ ಅಭಿಯಾನ ಕಾರ್ಯಕ್ರಮದ ಪ್ರತಿ ವಾರ್ಡ್‌ನಲ್ಲಿ ಹಮ್ಮಿಕೊಳ್ಳಲಾಗಿದೆ. ಎಲ್ಲ ಮಾಲೀಕರು ತಮ್ಮ ಆಸ್ತಿಗಳ ಸಂಬಂಧಿಸಿದ ಬಾಕಿ ಇರುವ ಆಸ್ತಿ ತೆರಿಗೆ, ನೀರಿನ ಕರವನ್ನು ಸಕಾಲದಲ್ಲಿ ಪಾವತಿಸಬೇಕು ಎಂದು ಮುಖ್ಯಾಧಿಕಾರಿಗಳು ತಿಳಿಸಿದ್ದಾರೆ. [45, 665, 334, 722]
tagar-headline: ಟಗರಿನ ಕಾಳಗ ಉದ್ಘಾಟಿಸಿದ ಪಠಾಣ [345, 1586, 665, 1619]
registration-dot [1368, 2353, 1377, 2362]
bullet-marker: ■ [779, 1304, 794, 1316]
briefs-logo [50, 151, 223, 215]
masthead [0, 0, 1541, 146]
brief-title: ಆಕ್ಷೇಪನೆಗೆ ಅವಕಾಶ [45, 539, 334, 569]
learning-col2: ಕನ್ನಡ ಹಾಗೂ ಸಮನ್ವಯ ಶಿಕ್ಷಕರು ಕಾರ್ಯಕ್ರಮದಲ್ಲಿ ಹಾಜರಿದ್ದರು. ಶಿಕ್ಷಕ ಸಂಘದ ಪದಾಧಿಕಾರಿಗಳು, ಸಂಪನ್ಮೂಲ ವ್ಯಕ್ತಿಗಳು, ಸಿಆರ್‌ಪಿ, ಬಿಆರ್‌ಪಿ ಹಾಗೂ ತಾಲೂಕಿನ ವಿವಿಧ ಶಾಲೆಗಳ ಶಿಕ್ಷಕರು ಭಾಗವಹಿಸಿದ್ದರು. ಮುಖ್ಯ ಶಿಕ್ಷಕ ಬಿ.ಜಿ. ಪಾಟೀಲ್ ಸ್ವಾಗತಿಸಿದರು. ಶಿಕ್ಷಕಿ ವಿಜಯಲಕ್ಷ್ಮಿ ವಂದಿಸಿದರು. ಕಾರ್ಯಕ್ರಮದಲ್ಲಿ ಮಕ್ಕಳು ತಯಾರಿಸಿದ ಕಲಿಕಾ ಸಾಮಗ್ರಿಗಳ ಪ್ರದರ್ಶನ ನಡೆಯಿತು. ನಂತರ ವಿದ್ಯಾರ್ಥಿಗಳ ಸಾಂಸ್ಕೃತಿಕ ಕಾರ್ಯಕ್ರಮ ನಡೆದವು. [1293, 556, 1489, 675]
briefs-brand: ಕಿರುಸುದ್ದಿ [120, 170, 187, 196]
dateline: ಹಾವೇರಿ: [65, 470, 94, 482]
issue-day: ಶುಕ್ರವಾರ [96, 72, 152, 94]
column-divider [1139, 155, 1141, 487]
registration-dot [1356, 2353, 1365, 2362]
max-temp-value: 31 [830, 84, 870, 117]
registration-dot [978, 2353, 987, 2362]
column-divider [1136, 1895, 1137, 2336]
briefs-column [45, 147, 334, 1848]
lead-kicker: ಡಂಬರಮತ್ತೂರ, ನಾಗೇಂದ್ರನಮಟ್ಟಿಗೆ ಅಲೆಮಾರಿ ನಿಗಮದ ಅಧ್ಯಕ್ಷೆ ಪಲ್ಲವಿ ಭೇಟಿ [345, 505, 887, 531]
registration-dot [966, 2353, 974, 2362]
degree-symbol: ° [929, 84, 937, 100]
dateline: ಹಾವೇರಿ: [797, 1930, 826, 1941]
lokayukta-headline: ಉಪಲೋಕಾಯುಕ್ತ ನ್ಯಾಯಮೂರ್ತಿಗಳ ಪ್ರವಾಸ [723, 152, 1116, 184]
registration-marks [1343, 2353, 1390, 2362]
bullet-marker: ■ [45, 260, 62, 272]
